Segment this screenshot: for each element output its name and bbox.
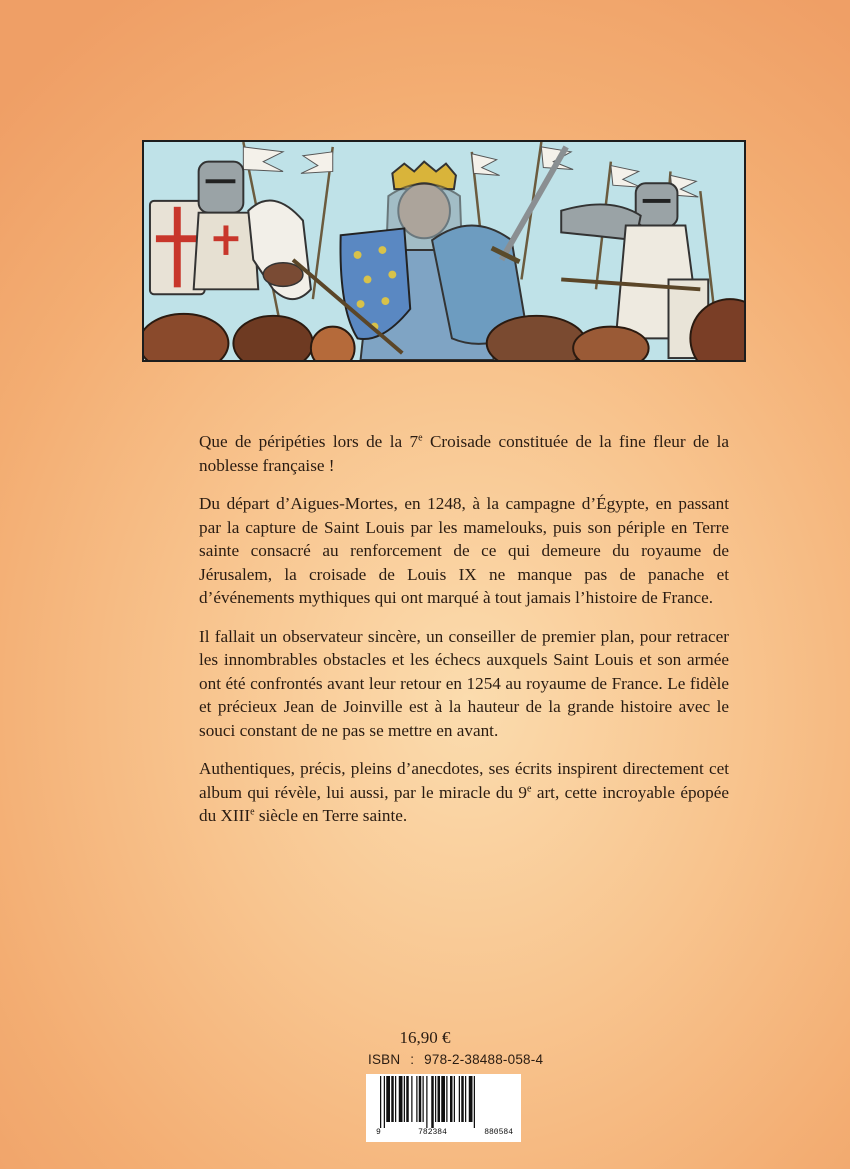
blurb-paragraph-2: Du départ d’Aigues-Mortes, en 1248, à la campagne d’Égypte, en passant par la capture de Saint Louis par les mamelouks, puis son périple en Terre sainte consacré au renforcement de ce qui demeure du royaume de Jérusalem, la croisade de Louis IX ne manque pas de panache et d’événements mythiques qui ont marqué à tout jamais l’histoire de France. [199,494,729,607]
barcode-bar [384,1076,385,1128]
blurb-paragraph-3: Il fallait un observateur sincère, un conseiller de premier plan, pour retracer les innombrables obstacles et les échecs auxquels Saint Louis et son armée ont été confrontés avant leur retour en 1254 au royaume de France. Le fidèle et précieux Jean de Joinville est à la hauteur de la grande histoire avec le souci constant de ne pas se mettre en avant. [199,626,729,740]
isbn-separator: : [410,1052,415,1067]
barcode-first-digit: 9 [376,1128,381,1137]
barcode-bar [461,1076,464,1122]
crusader-battle-scene [144,142,744,360]
barcode-bar [469,1076,473,1122]
barcode-bar [386,1076,390,1122]
barcode-bar [395,1076,396,1122]
barcode-bar [435,1076,436,1122]
barcode-bar [411,1076,412,1122]
barcode-bar [446,1076,447,1122]
barcode-bar [399,1076,403,1122]
barcode-bar [423,1076,424,1122]
cover-illustration-crusaders [142,140,746,362]
barcode [366,1074,521,1142]
barcode-bar [450,1076,453,1122]
barcode-bar [441,1076,445,1122]
barcode-bar [404,1076,405,1122]
blurb-paragraph-1: Que de péripéties lors de la 7e Croisade constituée de la fine fleur de la noblesse française ! [199,432,729,475]
back-cover-blurb [199,430,729,843]
barcode-bar [419,1076,422,1122]
barcode-bar [391,1076,394,1122]
barcode-bar [474,1076,475,1128]
barcode-digits [374,1128,515,1137]
barcode-bar [459,1076,460,1122]
barcode-left-digits: 782384 [418,1128,447,1137]
barcode-bar [406,1076,409,1122]
barcode-bar [426,1076,427,1128]
price-label: 16,90 € [399,1028,451,1047]
barcode-bars [374,1076,515,1128]
isbn-number: 978-2-38488-058-4 [424,1052,544,1067]
barcode-bar [431,1076,434,1128]
barcode-bar [465,1076,466,1122]
blurb-paragraph-4: Authentiques, précis, pleins d’anecdotes, ses écrits inspirent directement cet album qui révèle, lui aussi, par le miracle du 9e art, cette incroyable épopée du XIIIe siècle en Terre sainte. [199,759,729,825]
isbn-label: ISBN [368,1052,401,1067]
barcode-bar [416,1076,417,1122]
barcode-bar [438,1076,441,1122]
isbn-line [368,1052,543,1067]
barcode-right-digits: 880584 [484,1128,513,1137]
barcode-bar [454,1076,455,1122]
barcode-bar [380,1076,381,1128]
